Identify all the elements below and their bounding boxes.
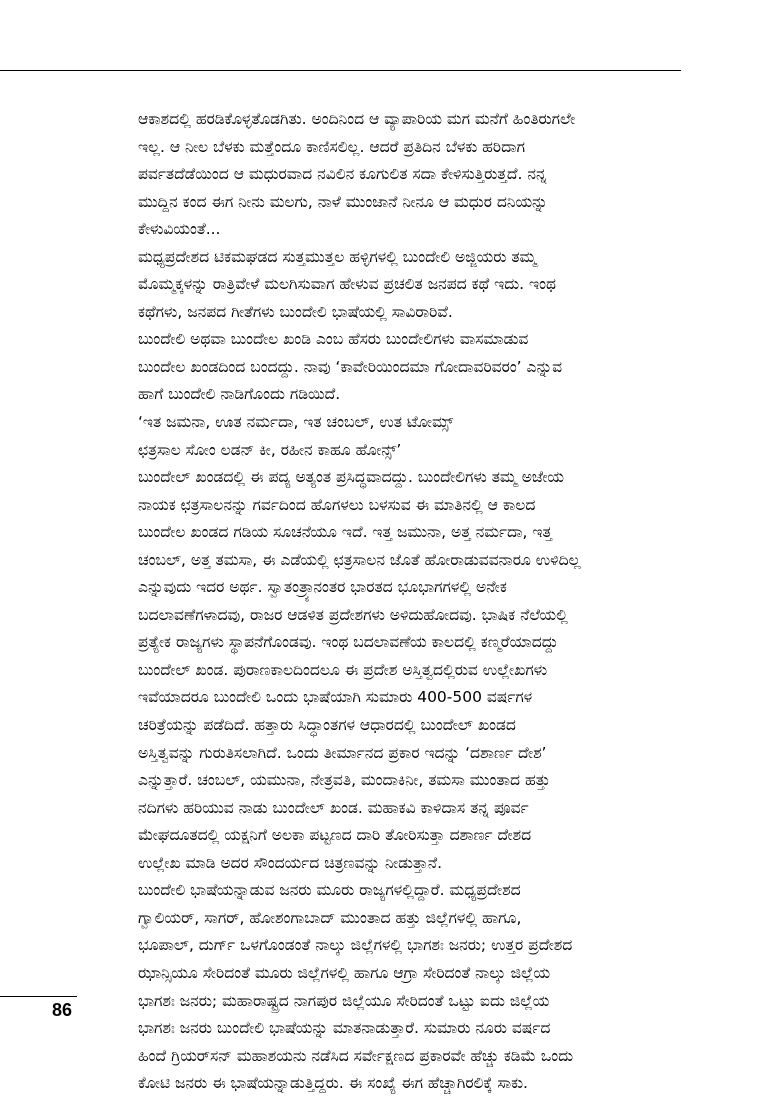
text-line: ಎನ್ನುವುದು ಇದರ ಅರ್ಥ. ಸ್ವಾತಂತ್ರ್ಯಾನಂತರ ಭಾರತದ ಭೂಭಾಗಗಳಲ್ಲಿ ಅನೇಕ — [138, 578, 507, 597]
footer-rule — [0, 996, 77, 997]
text-line: ನದಿಗಳು ಹರಿಯುವ ನಾಡು ಬುಂದೇಲ್ ಖಂಡ. ಮಹಾಕವಿ ಕಾಳಿದಾಸ ತನ್ನ ಪೂರ್ವ — [138, 798, 529, 817]
text-line: ಮುದ್ದಿನ ಕಂದ ಈಗ ನೀನು ಮಲಗು, ನಾಳೆ ಮುಂಜಾನೆ ನೀನೂ ಆ ಮಧುರ ದನಿಯನ್ನು — [138, 192, 548, 211]
text-line: ಹಿಂದೆ ಗ್ರಿಯರ್‌ಸನ್ ಮಹಾಶಯನು ನಡೆಸಿದ ಸರ್ವೇಕ್ಷಣದ ಪ್ರಕಾರವೇ ಹೆಚ್ಚು ಕಡಿಮೆ ಒಂದು — [138, 1046, 574, 1065]
text-line: ಇಲ್ಲ. ಆ ನೀಲ ಬೆಳಕು ಮತ್ತೆಂದೂ ಕಾಣಿಸಲಿಲ್ಲ. ಆದರೆ ಪ್ರತಿದಿನ ಬೆಳಕು ಹರಿದಾಗ — [138, 137, 525, 156]
text-line: ಹಾಗೆ ಬುಂದೇಲಿ ನಾಡಿಗೊಂದು ಗಡಿಯಿದೆ. — [138, 385, 341, 404]
text-line: ಪ್ರತ್ಯೇಕ ರಾಜ್ಯಗಳು ಸ್ಥಾಪನೆಗೊಂಡವು. ಇಂಥ ಬದಲಾವಣೆಯ ಕಾಲದಲ್ಲಿ ಕಣ್ಮರೆಯಾದದ್ದು — [138, 633, 559, 652]
text-line: ‘ಇತ ಜಮನಾ, ಊತ ನರ್ಮದಾ, ಇತ ಚಂಬಲ್, ಉತ ಟೋಮ್ಸ್ — [138, 413, 454, 432]
text-line: ಚಂಬಲ್, ಅತ್ತ ತಮಸಾ, ಈ ಎಡೆಯಲ್ಲಿ ಛತ್ರಸಾಲನ ಜೊತೆ ಹೋರಾಡುವವನಾರೂ ಉಳಿದಿಲ್ಲ — [138, 550, 581, 569]
text-line: ಬುಂದೇಲ ಖಂಡದಿಂದ ಬಂದದ್ದು. ನಾವು ‘ಕಾವೇರಿಯಿಂದಮಾ ಗೋದಾವರಿವರಂ’ ಎನ್ನುವ — [138, 357, 563, 376]
text-line: ಬುಂದೇಲ್ ಖಂಡದಲ್ಲಿ ಈ ಪದ್ಯ ಅತ್ಯಂತ ಪ್ರಸಿದ್ಧವಾದದ್ದು. ಬುಂದೇಲಿಗಳು ತಮ್ಮ ಅಜೇಯ — [138, 468, 565, 487]
text-line: ಝಾನ್ಸಿಯೂ ಸೇರಿದಂತೆ ಮೂರು ಜಿಲ್ಲೆಗಳಲ್ಲಿ ಹಾಗೂ ಆಗ್ರಾ ಸೇರಿದಂತೆ ನಾಲ್ಕು ಜಿಲ್ಲೆಯ — [138, 963, 551, 982]
text-line: ನಾಯಕ ಛತ್ರಸಾಲನನ್ನು ಗರ್ವದಿಂದ ಹೊಗಳಲು ಬಳಸುವ ಈ ಮಾತಿನಲ್ಲಿ ಆ ಕಾಲದ — [138, 495, 536, 514]
text-line: ಬುಂದೇಲಿ ಭಾಷೆಯನ್ನಾಡುವ ಜನರು ಮೂರು ರಾಜ್ಯಗಳಲ್ಲಿದ್ದಾರೆ. ಮಧ್ಯಪ್ರದೇಶದ — [138, 881, 521, 900]
page-number: 86 — [52, 1000, 73, 1020]
text-line: ಬದಲಾವಣೆಗಳಾದವು, ರಾಜರ ಆಡಳಿತ ಪ್ರದೇಶಗಳು ಅಳಿದುಹೋದವು. ಭಾಷಿಕ ನೆಲೆಯಲ್ಲಿ — [138, 605, 568, 624]
text-line: ಬುಂದೇಲಿ ಅಥವಾ ಬುಂದೇಲ ಖಂಡಿ ಎಂಬ ಹೆಸರು ಬುಂದೇಲಿಗಳು ವಾಸಮಾಡುವ — [138, 330, 529, 349]
text-line: ಭಾಗಶಃ ಜನರು ಬುಂದೇಲಿ ಭಾಷೆಯನ್ನು ಮಾತನಾಡುತ್ತಾರೆ. ಸುಮಾರು ನೂರು ವರ್ಷದ — [138, 1019, 551, 1038]
text-line: ಮಧ್ಯಪ್ರದೇಶದ ಟಿಕಮಘಡದ ಸುತ್ತಮುತ್ತಲ ಹಳ್ಳಿಗಳಲ್ಲಿ ಬುಂದೇಲಿ ಅಜ್ಜಿಯರು ತಮ್ಮ — [138, 247, 537, 266]
body-text — [138, 106, 698, 1098]
text-line: ಆಕಾಶದಲ್ಲಿ ಹರಡಿಕೊಳ್ಳತೊಡಗಿತು. ಅಂದಿನಿಂದ ಆ ವ್ಯಾಪಾರಿಯ ಮಗ ಮನೆಗೆ ಹಿಂತಿರುಗಲೇ — [138, 110, 576, 128]
text-line: ಗ್ವಾಲಿಯರ್, ಸಾಗರ್, ಹೋಶಂಗಾಬಾದ್ ಮುಂತಾದ ಹತ್ತು ಜಿಲ್ಲೆಗಳಲ್ಲಿ ಹಾಗೂ, — [138, 908, 522, 927]
text-line: ಚರಿತ್ರೆಯನ್ನು ಪಡೆದಿದೆ. ಹತ್ತಾರು ಸಿದ್ಧಾಂತಗಳ ಆಧಾರದಲ್ಲಿ ಬುಂದೇಲ್ ಖಂಡದ — [138, 716, 516, 735]
text-line: ಕಥೆಗಳು, ಜನಪದ ಗೀತೆಗಳು ಬುಂದೇಲಿ ಭಾಷೆಯಲ್ಲಿ ಸಾವಿರಾರಿವೆ. — [138, 302, 453, 321]
text-line: ಭಾಗಶಃ ಜನರು; ಮಹಾರಾಷ್ಟ್ರದ ನಾಗಪುರ ಜಿಲ್ಲೆಯೂ ಸೇರಿದಂತೆ ಒಟ್ಟು ಐದು ಜಿಲ್ಲೆಯ — [138, 991, 550, 1010]
text-line: ಭೂಪಾಲ್, ದುರ್ಗ್ ಒಳಗೊಂಡಂತೆ ನಾಲ್ಕು ಜಿಲ್ಲೆಗಳಲ್ಲಿ ಭಾಗಶಃ ಜನರು; ಉತ್ತರ ಪ್ರದೇಶದ — [138, 936, 573, 955]
text-line: ಉಲ್ಲೇಖ ಮಾಡಿ ಅದರ ಸೌಂದರ್ಯದ ಚಿತ್ರಣವನ್ನು ನೀಡುತ್ತಾನೆ. — [138, 853, 443, 872]
text-line: ಇವೆಯಾದರೂ ಬುಂದೇಲಿ ಒಂದು ಭಾಷೆಯಾಗಿ ಸುಮಾರು 400-500 ವರ್ಷಗಳ — [138, 688, 533, 707]
text-line: ಬುಂದೇಲ ಖಂಡದ ಗಡಿಯ ಸೂಚನೆಯೂ ಇದೆ. ಇತ್ತ ಜಮುನಾ, ಅತ್ತ ನರ್ಮದಾ, ಇತ್ತ — [138, 523, 552, 542]
text-line: ಬುಂದೇಲ್ ಖಂಡ. ಪುರಾಣಕಾಲದಿಂದಲೂ ಈ ಪ್ರದೇಶ ಅಸ್ತಿತ್ವದಲ್ಲಿರುವ ಉಲ್ಲೇಖಗಳು — [138, 660, 548, 679]
text-line: ಎನ್ನುತ್ತಾರೆ. ಚಂಬಲ್, ಯಮುನಾ, ನೇತ್ರವತಿ, ಮಂದಾಕಿನೀ, ತಮಸಾ ಮುಂತಾದ ಹತ್ತು — [138, 771, 551, 790]
text-line: ಕೇಳುವಿಯಂತೆ... — [138, 220, 221, 239]
text-line: ಅಸ್ತಿತ್ವವನ್ನು ಗುರುತಿಸಲಾಗಿದೆ. ಒಂದು ತೀರ್ಮಾನದ ಪ್ರಕಾರ ಇದನ್ನು ‘ದಶಾರ್ಣ ದೇಶ’ — [138, 743, 547, 762]
text-line: ಮೇಘದೂತದಲ್ಲಿ ಯಕ್ಷನಿಗೆ ಅಲಕಾ ಪಟ್ಟಣದ ದಾರಿ ತೋರಿಸುತ್ತಾ ದಶಾರ್ಣ ದೇಶದ — [138, 826, 532, 845]
text-line: ಮೊಮ್ಮಕ್ಕಳನ್ನು ರಾತ್ರಿವೇಳೆ ಮಲಗಿಸುವಾಗ ಹೇಳುವ ಪ್ರಚಲಿತ ಜನಪದ ಕಥೆ ಇದು. ಇಂಥ — [138, 275, 556, 294]
text-line: ಪರ್ವತದೆಡೆಯಿಂದ ಆ ಮಧುರವಾದ ನವಿಲಿನ ಕೂಗುಲಿತ ಸದಾ ಕೇಳಿಸುತ್ತಿರುತ್ತದೆ. ನನ್ನ — [138, 165, 547, 184]
text-line: ಕೋಟಿ ಜನರು ಈ ಭಾಷೆಯನ್ನಾಡುತ್ತಿದ್ದರು. ಈ ಸಂಖ್ಯೆ ಈಗ ಹೆಚ್ಚಾಗಿರಲಿಕ್ಕೆ ಸಾಕು. — [138, 1074, 528, 1093]
text-line: ಛತ್ರಸಾಲ ಸೋಂ ಲಡನ್ ಕೀ, ರಹೀನ ಕಾಹೂ ಹೋನ್ಸ್’ — [138, 440, 402, 459]
header-rule — [0, 70, 681, 71]
